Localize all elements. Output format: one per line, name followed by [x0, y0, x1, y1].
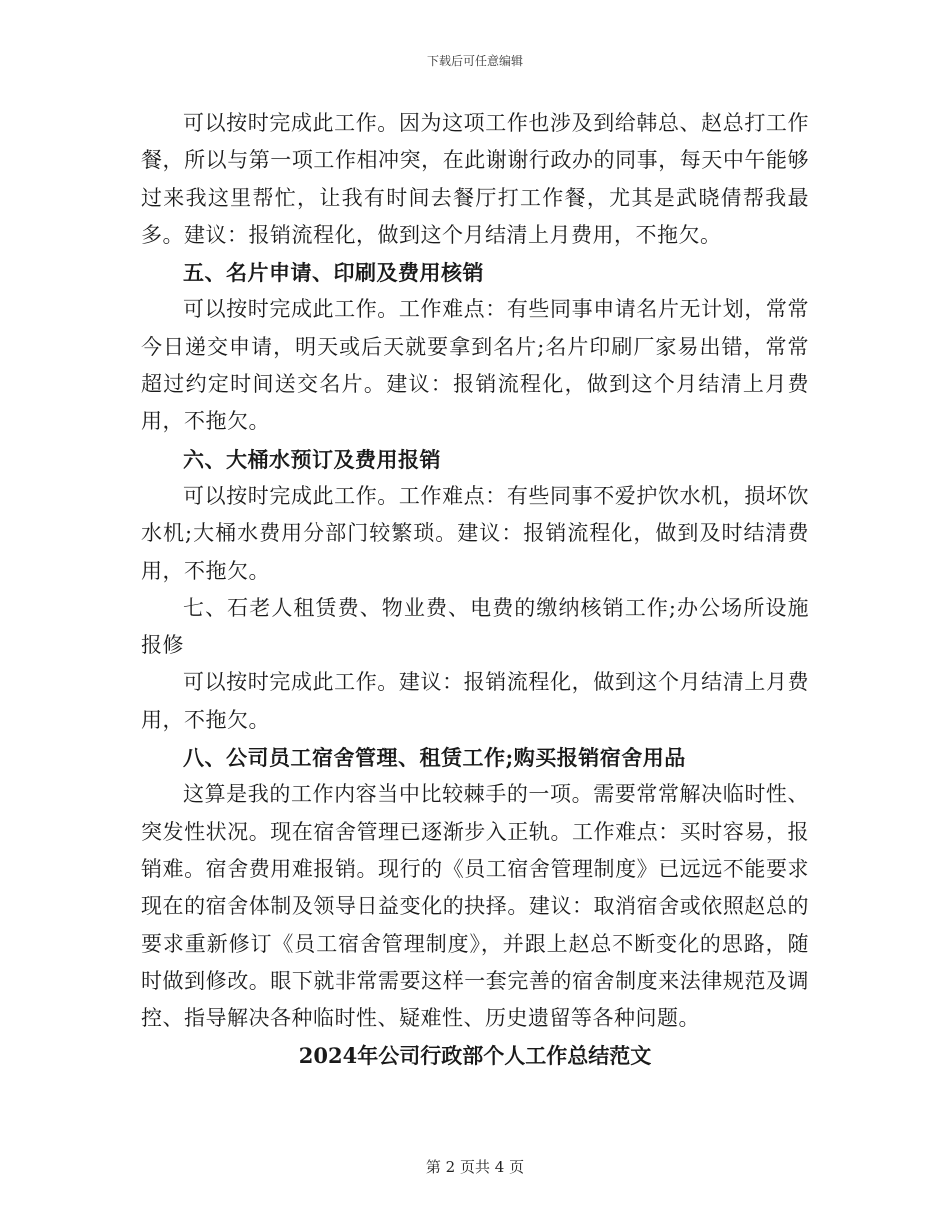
page-footer: 第 2 页共 4 页: [425, 1158, 525, 1176]
paragraph: 可以按时完成此工作。建议：报销流程化，做到这个月结清上月费用，不拖欠。: [141, 670, 809, 732]
paragraph: 这算是我的工作内容当中比较棘手的一项。需要常常解决临时性、突发性状况。现在宿舍管理已逐渐步入正轨。工作难点：买时容易，报销难。宿舍费用难报销。现行的《员工宿舍管理制度》已远远不能要求现在的宿舍体制及领导日益变化的抉择。建议：取消宿舍或依照赵总的要求重新修订《员工宿舍管理制度》，并跟上赵总不断变化的思路，随时做到修改。眼下就非常需要这样一套完善的宿舍制度来法律规范及调控、指导解决各种临时性、疑难性、历史遗留等各种问题。: [141, 782, 809, 1031]
section-heading: 五、名片申请、印刷及费用核销: [183, 260, 484, 286]
document-title: 2024年公司行政部个人工作总结范文: [298, 1043, 652, 1069]
section-heading: 六、大桶水预订及费用报销: [183, 446, 441, 472]
page-header: 下载后可任意编辑: [426, 54, 523, 68]
document-body: [141, 105, 809, 1075]
paragraph: 七、石老人租赁费、物业费、电费的缴纳核销工作;办公场所设施报修: [141, 595, 809, 658]
paragraph: 可以按时完成此工作。因为这项工作也涉及到给韩总、赵总打工作餐，所以与第一项工作相冲突，在此谢谢行政办的同事，每天中午能够过来我这里帮忙，让我有时间去餐厅打工作餐，尤其是武晓倩帮我最多。建议：报销流程化，做到这个月结清上月费用，不拖欠。: [141, 111, 809, 247]
section-heading: 八、公司员工宿舍管理、租赁工作;购买报销宿舍用品: [183, 745, 686, 771]
paragraph: 可以按时完成此工作。工作难点：有些同事申请名片无计划，常常今日递交申请，明天或后天就要拿到名片;名片印刷厂家易出错，常常超过约定时间送交名片。建议：报销流程化，做到这个月结清上月费用，不拖欠。: [141, 297, 809, 434]
paragraph: 可以按时完成此工作。工作难点：有些同事不爱护饮水机，损坏饮水机;大桶水费用分部门较繁琐。建议：报销流程化，做到及时结清费用，不拖欠。: [141, 483, 809, 583]
